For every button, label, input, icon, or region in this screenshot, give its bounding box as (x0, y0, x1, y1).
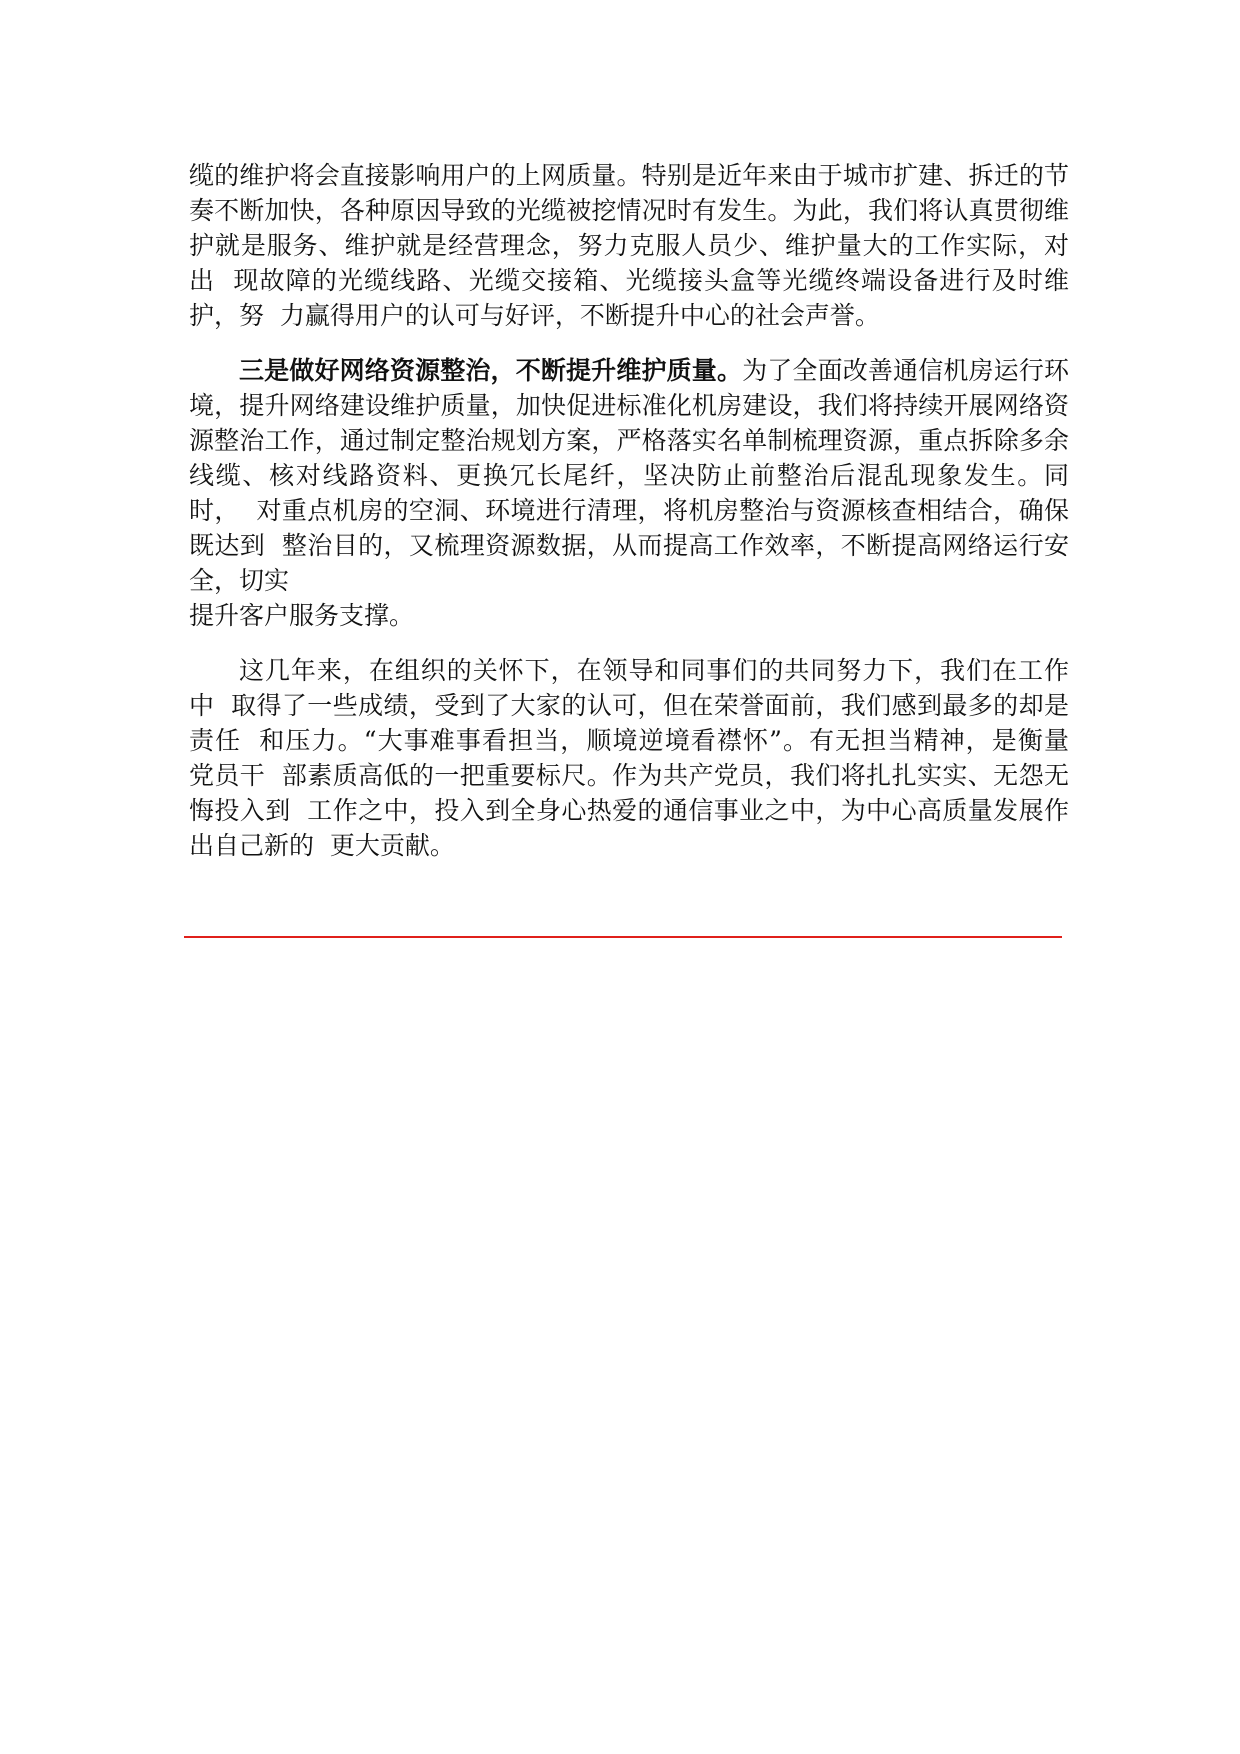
text-line-with-heading (189, 353, 1069, 388)
text-line: 线缆、核对线路资料、更换冗长尾纤，坚决防止前整治后混乱现象发生。同 (189, 461, 1069, 490)
text-line: 护，努 力赢得用户的认可与好评，不断提升中心的社会声誉。 (189, 301, 880, 330)
paragraph-conclusion (189, 653, 1069, 863)
text-line: 悔投入到 工作之中，投入到全身心热爱的通信事业之中，为中心高质量发展作 (189, 796, 1069, 825)
text-line: 全，切实 (189, 566, 290, 595)
text-line: 时， 对重点机房的空洞、环境进行清理，将机房整治与资源核查相结合，确保 (189, 496, 1069, 525)
text-line: 提升客户服务支撑。 (189, 601, 415, 630)
text-line: 缆的维护将会直接影响用户的上网质量。特别是近年来由于城市扩建、拆迁的节 (189, 161, 1069, 190)
text-line: 护就是服务、维护就是经营理念，努力克服人员少、维护量大的工作实际，对 (189, 231, 1069, 260)
text-line: 境，提升网络建设维护质量，加快促进标准化机房建设，我们将持续开展网络资 (189, 391, 1069, 420)
text-line-tail: 为了全面改善通信机房运行环 (742, 356, 1069, 385)
document-body (189, 158, 1069, 863)
paragraph-maintenance (189, 158, 1069, 333)
text-line: 责任 和压力。“大事难事看担当，顺境逆境看襟怀”。有无担当精神，是衡量 (189, 726, 1069, 755)
text-line: 这几年来，在组织的关怀下，在领导和同事们的共同努力下，我们在工作 (239, 656, 1069, 685)
text-line: 中 取得了一些成绩，受到了大家的认可，但在荣誉面前，我们感到最多的却是 (189, 691, 1069, 720)
text-line: 奏不断加快，各种原因导致的光缆被挖情况时有发生。为此，我们将认真贯彻维 (189, 196, 1069, 225)
red-divider-line (184, 936, 1062, 938)
text-line: 党员干 部素质高低的一把重要标尺。作为共产党员，我们将扎扎实实、无怨无 (189, 761, 1069, 790)
text-line: 源整治工作，通过制定整治规划方案，严格落实名单制梳理资源，重点拆除多余 (189, 426, 1069, 455)
text-line: 出自己新的 更大贡献。 (189, 831, 455, 860)
paragraph-resource-rectification (189, 353, 1069, 633)
text-line: 既达到 整治目的，又梳理资源数据，从而提高工作效率，不断提高网络运行安 (189, 531, 1069, 560)
section-heading: 三是做好网络资源整治，不断提升维护质量。 (239, 356, 743, 385)
text-line: 出 现故障的光缆线路、光缆交接箱、光缆接头盒等光缆终端设备进行及时维 (189, 266, 1069, 295)
